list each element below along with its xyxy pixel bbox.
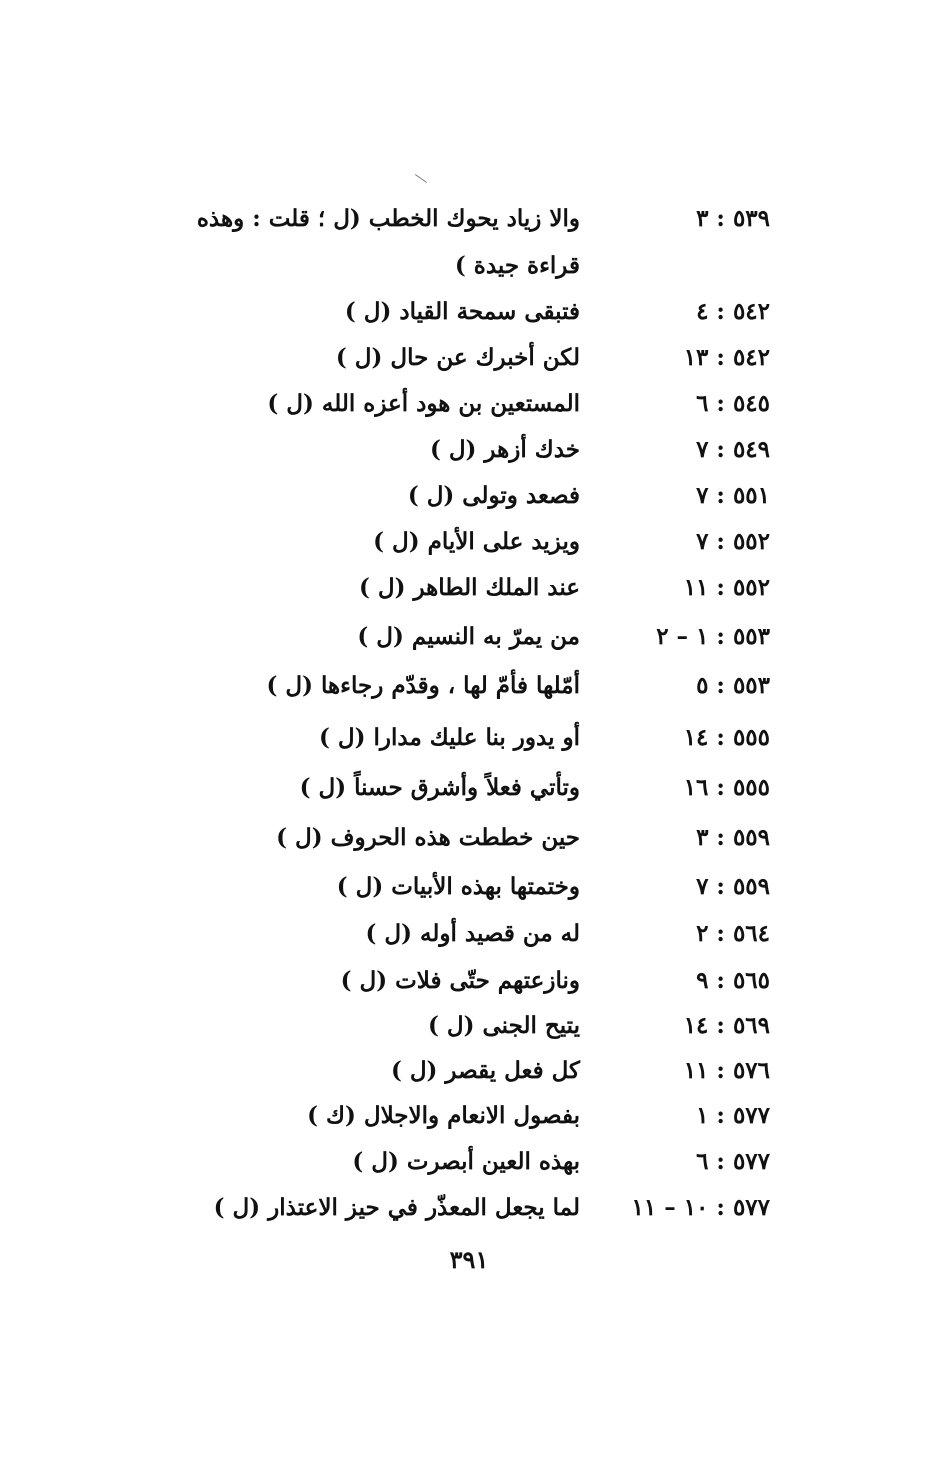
index-entry: [120, 519, 770, 565]
entry-reference: ٥٥٩ : ٧: [696, 873, 770, 900]
index-entry: [120, 473, 770, 519]
entry-text: المستعين بن هود أعزه الله (ل ): [267, 390, 580, 417]
index-entry: [120, 196, 770, 242]
index-entry: [120, 614, 770, 660]
entry-reference: ٥٥٣ : ١ – ٢: [656, 623, 770, 650]
entry-text: والا زياد يحوك الخطب (ل ؛ قلت : وهذه: [196, 205, 580, 232]
index-entry: [120, 911, 770, 957]
entry-text: له من قصيد أوله (ل ): [365, 920, 580, 947]
index-entry: [120, 289, 770, 335]
entry-reference: ٥٦٩ : ١٤: [683, 1012, 770, 1039]
index-entry: [120, 715, 770, 761]
index-entry: [120, 565, 770, 611]
index-entry: [120, 765, 770, 811]
stray-mark: [415, 174, 427, 183]
entry-text: فتبقى سمحة القياد (ل ): [344, 298, 580, 325]
entry-reference: ٥٥٢ : ٧: [696, 528, 770, 555]
entry-reference: ٥٤٩ : ٧: [696, 436, 770, 463]
entry-reference: ٥٧٧ : ٦: [696, 1148, 770, 1175]
entry-text: كل فعل يقصر (ل ): [390, 1057, 580, 1084]
entry-reference: ٥٦٤ : ٢: [696, 920, 770, 947]
entry-text: أو يدور بنا عليك مدارا (ل ): [319, 724, 580, 751]
entry-reference: ٥٣٩ : ٣: [696, 205, 770, 232]
index-entry: [120, 427, 770, 473]
entry-reference: ٥٥٥ : ١٦: [683, 774, 770, 801]
entry-text: حين خططت هذه الحروف (ل ): [276, 824, 580, 851]
index-entry: [120, 815, 770, 861]
index-entry: [120, 335, 770, 381]
entry-reference: ٥٧٧ : ١٠ – ١١: [631, 1194, 770, 1221]
entry-reference: ٥٥٢ : ١١: [683, 574, 770, 601]
entry-reference: ٥٧٦ : ١١: [683, 1057, 770, 1084]
entry-reference: ٥٥١ : ٧: [696, 482, 770, 509]
index-entry: [120, 381, 770, 427]
index-entry: [120, 663, 770, 709]
entry-text-continued: قراءة جيدة ): [454, 252, 580, 279]
entry-text: من يمرّ به النسيم (ل ): [357, 623, 580, 650]
index-entry: [120, 864, 770, 910]
entry-text: وختمتها بهذه الأبيات (ل ): [336, 873, 580, 900]
index-entry: [120, 1003, 770, 1049]
entry-reference: ٥٤٢ : ٤: [696, 298, 770, 325]
entry-text: فصعد وتولى (ل ): [407, 482, 580, 509]
index-entry: [120, 1093, 770, 1139]
entry-reference: ٥٦٥ : ٩: [696, 967, 770, 994]
entry-text: بفصول الانعام والاجلال (ك ): [307, 1102, 580, 1129]
entry-text: لما يجعل المعذّر في حيز الاعتذار (ل ): [213, 1194, 580, 1221]
entry-reference: ٥٥٩ : ٣: [696, 824, 770, 851]
entry-text: يتيح الجنى (ل ): [428, 1012, 580, 1039]
entry-reference: ٥٥٣ : ٥: [696, 672, 770, 699]
index-entry: [120, 1139, 770, 1185]
entry-text: عند الملك الطاهر (ل ): [358, 574, 580, 601]
entry-text: أمّلها فأمّ لها ، وقدّم رجاءها (ل ): [266, 672, 580, 699]
index-entry: [120, 1048, 770, 1094]
index-entry: [120, 1185, 770, 1231]
entry-reference: ٥٤٥ : ٦: [696, 390, 770, 417]
entry-reference: ٥٧٧ : ١: [696, 1102, 770, 1129]
entry-text: بهذه العين أبصرت (ل ): [352, 1148, 580, 1175]
entry-text: خدك أزهر (ل ): [429, 436, 580, 463]
page-number: ٣٩١: [449, 1245, 489, 1274]
entry-reference: ٥٥٥ : ١٤: [683, 724, 770, 751]
entry-text: ونازعتهم حتّى فلات (ل ): [340, 967, 580, 994]
entry-reference: ٥٤٢ : ١٣: [683, 344, 770, 371]
entry-text: ويزيد على الأيام (ل ): [373, 528, 580, 555]
index-entry: [120, 958, 770, 1004]
entry-text: لكن أخبرك عن حال (ل ): [335, 344, 580, 371]
entry-text: وتأتي فعلاً وأشرق حسناً (ل ): [299, 774, 580, 801]
